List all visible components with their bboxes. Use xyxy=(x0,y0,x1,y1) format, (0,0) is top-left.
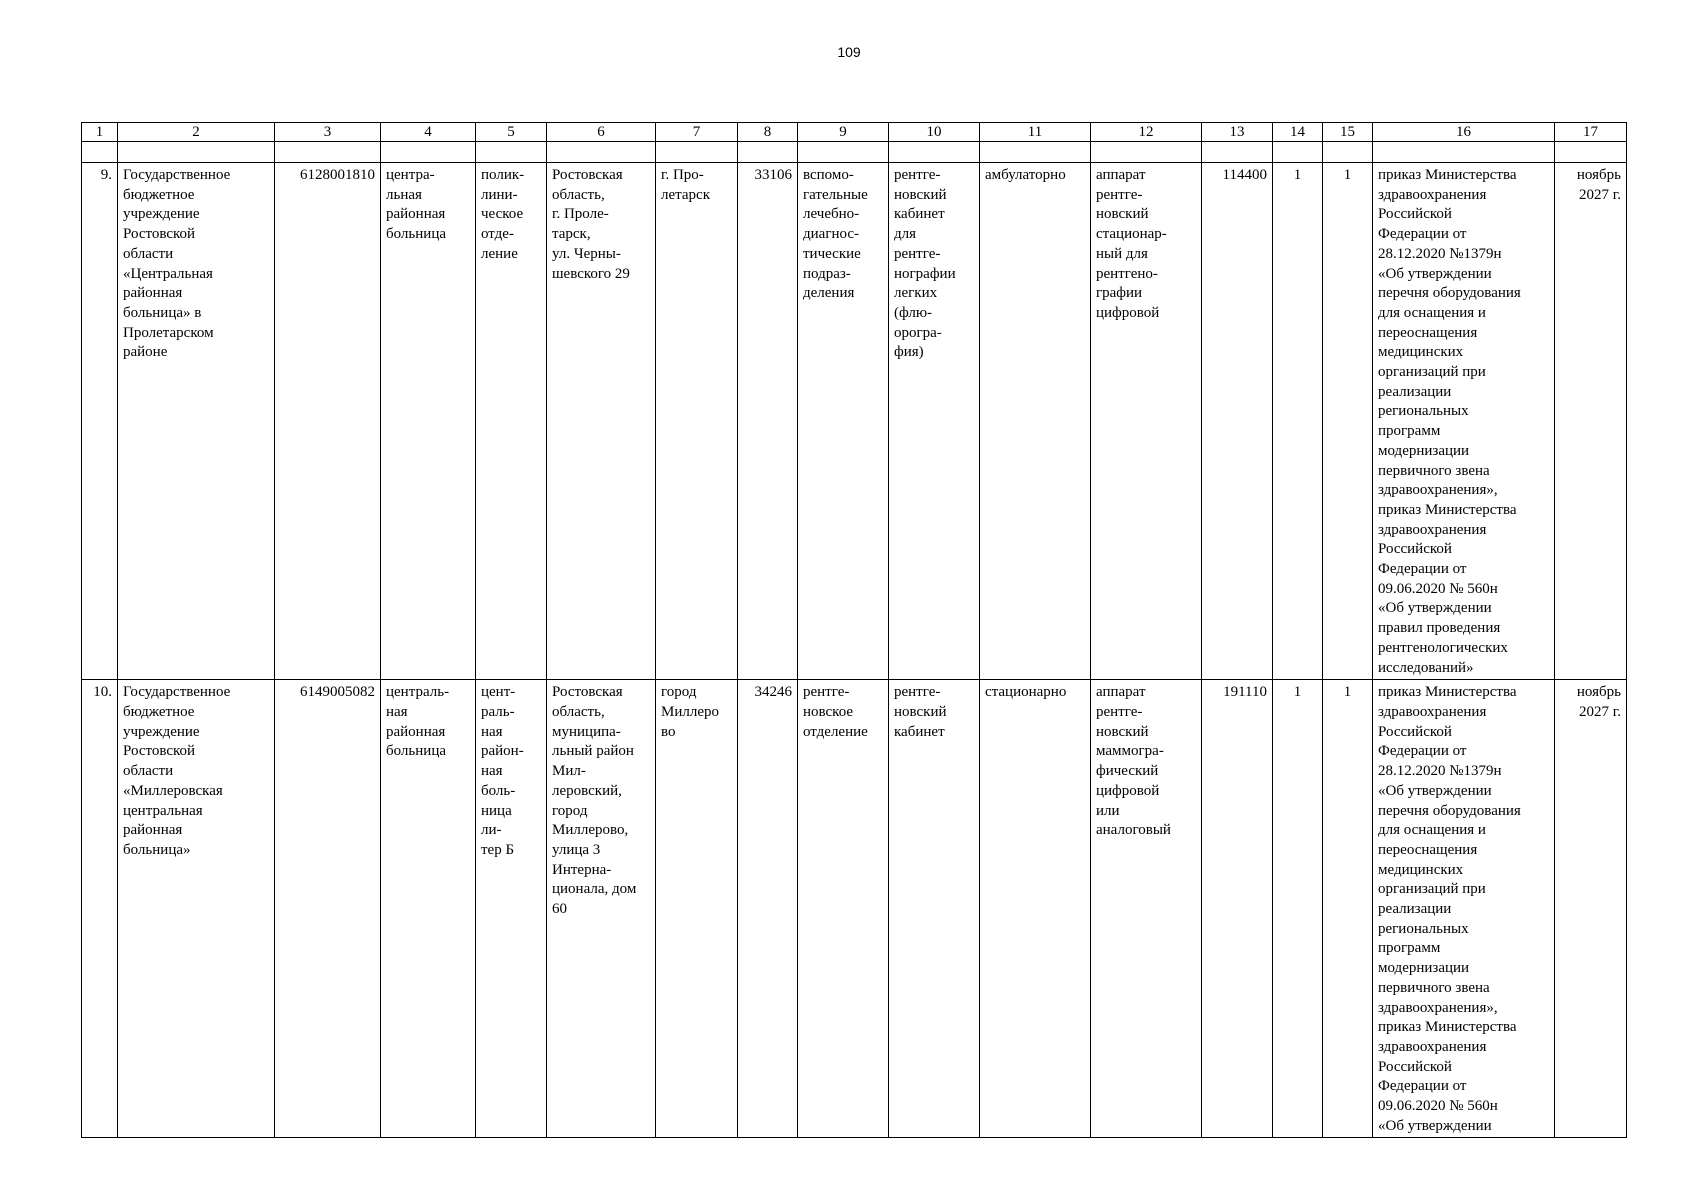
column-header: 4 xyxy=(381,123,476,142)
page-number: 109 xyxy=(837,44,861,60)
delivery-date: ноябрь 2027 г. xyxy=(1555,163,1627,680)
empty-cell xyxy=(980,142,1091,163)
cabinet: рентге- новский кабинет xyxy=(889,680,980,1138)
column-header: 3 xyxy=(275,123,381,142)
structural-unit: цент- раль- ная район- ная боль- ница ли- тер Б xyxy=(476,680,547,1138)
inn: 6149005082 xyxy=(275,680,381,1138)
equipment-table xyxy=(81,122,1627,1138)
column-header: 6 xyxy=(547,123,656,142)
column-header: 1 xyxy=(82,123,118,142)
empty-cell xyxy=(798,142,889,163)
column-header: 15 xyxy=(1323,123,1373,142)
column-header: 12 xyxy=(1091,123,1202,142)
organization-type: централь- ная районная больница xyxy=(381,680,476,1138)
quantity: 1 xyxy=(1323,680,1373,1138)
column-header: 13 xyxy=(1202,123,1273,142)
care-mode: амбулаторно xyxy=(980,163,1091,680)
address: Ростовская область, муниципа- льный район Мил- леровский, город Миллерово, улица 3 Интерна- ционала, дом 60 xyxy=(547,680,656,1138)
empty-cell xyxy=(1373,142,1555,163)
organization-name: Государственное бюджетное учреждение Ростовской области «Миллеровская центральная районная больница» xyxy=(118,680,275,1138)
division: вспомо- гательные лечебно- диагнос- тические подраз- деления xyxy=(798,163,889,680)
delivery-date: ноябрь 2027 г. xyxy=(1555,680,1627,1138)
care-mode: стационарно xyxy=(980,680,1091,1138)
quantity: 1 xyxy=(1323,163,1373,680)
quantity: 1 xyxy=(1273,680,1323,1138)
empty-cell xyxy=(889,142,980,163)
row-number: 9. xyxy=(82,163,118,680)
empty-cell xyxy=(1202,142,1273,163)
cabinet: рентге- новский кабинет для рентге- нографии легких (флю- орогра- фия) xyxy=(889,163,980,680)
column-header: 5 xyxy=(476,123,547,142)
table-row xyxy=(82,680,1627,1138)
locality-code: 33106 xyxy=(738,163,798,680)
inn: 6128001810 xyxy=(275,163,381,680)
table-row xyxy=(82,163,1627,680)
column-header: 9 xyxy=(798,123,889,142)
equipment: аппарат рентге- новский маммогра- фический цифровой или аналоговый xyxy=(1091,680,1202,1138)
locality-code: 34246 xyxy=(738,680,798,1138)
equipment-code: 114400 xyxy=(1202,163,1273,680)
organization-type: центра- льная районная больница xyxy=(381,163,476,680)
row-number: 10. xyxy=(82,680,118,1138)
equipment: аппарат рентге- новский стационар- ный для рентгено- графии цифровой xyxy=(1091,163,1202,680)
empty-row xyxy=(82,142,1627,163)
empty-cell xyxy=(738,142,798,163)
empty-cell xyxy=(1555,142,1627,163)
column-header: 16 xyxy=(1373,123,1555,142)
empty-cell xyxy=(1273,142,1323,163)
column-header: 8 xyxy=(738,123,798,142)
address: Ростовская область, г. Проле- тарск, ул. Черны- шевского 29 xyxy=(547,163,656,680)
empty-cell xyxy=(82,142,118,163)
empty-cell xyxy=(381,142,476,163)
locality: город Миллеро во xyxy=(656,680,738,1138)
empty-cell xyxy=(547,142,656,163)
division: рентге- новское отделение xyxy=(798,680,889,1138)
column-header: 14 xyxy=(1273,123,1323,142)
column-number-row xyxy=(82,123,1627,142)
empty-cell xyxy=(118,142,275,163)
empty-cell xyxy=(1091,142,1202,163)
empty-cell xyxy=(1323,142,1373,163)
structural-unit: полик- лини- ческое отде- ление xyxy=(476,163,547,680)
legal-basis: приказ Министерства здравоохранения Российской Федерации от 28.12.2020 №1379н «Об утверждении перечня оборудования для оснащения и переоснащения медицинских организаций при реализации региональных программ модернизации первичного звена здравоохранения», приказ Министерства здравоохранения Российской Федерации от 09.06.2020 № 560н «Об утверждении xyxy=(1373,680,1555,1138)
quantity: 1 xyxy=(1273,163,1323,680)
column-header: 2 xyxy=(118,123,275,142)
empty-cell xyxy=(476,142,547,163)
organization-name: Государственное бюджетное учреждение Ростовской области «Центральная районная больница» в Пролетарском районе xyxy=(118,163,275,680)
column-header: 11 xyxy=(980,123,1091,142)
column-header: 17 xyxy=(1555,123,1627,142)
empty-cell xyxy=(656,142,738,163)
column-header: 7 xyxy=(656,123,738,142)
column-header: 10 xyxy=(889,123,980,142)
locality: г. Про- летарск xyxy=(656,163,738,680)
empty-cell xyxy=(275,142,381,163)
equipment-code: 191110 xyxy=(1202,680,1273,1138)
legal-basis: приказ Министерства здравоохранения Российской Федерации от 28.12.2020 №1379н «Об утверждении перечня оборудования для оснащения и переоснащения медицинских организаций при реализации региональных программ модернизации первичного звена здравоохранения», приказ Министерства здравоохранения Российской Федерации от 09.06.2020 № 560н «Об утверждении правил проведения рентгенологических исследований» xyxy=(1373,163,1555,680)
